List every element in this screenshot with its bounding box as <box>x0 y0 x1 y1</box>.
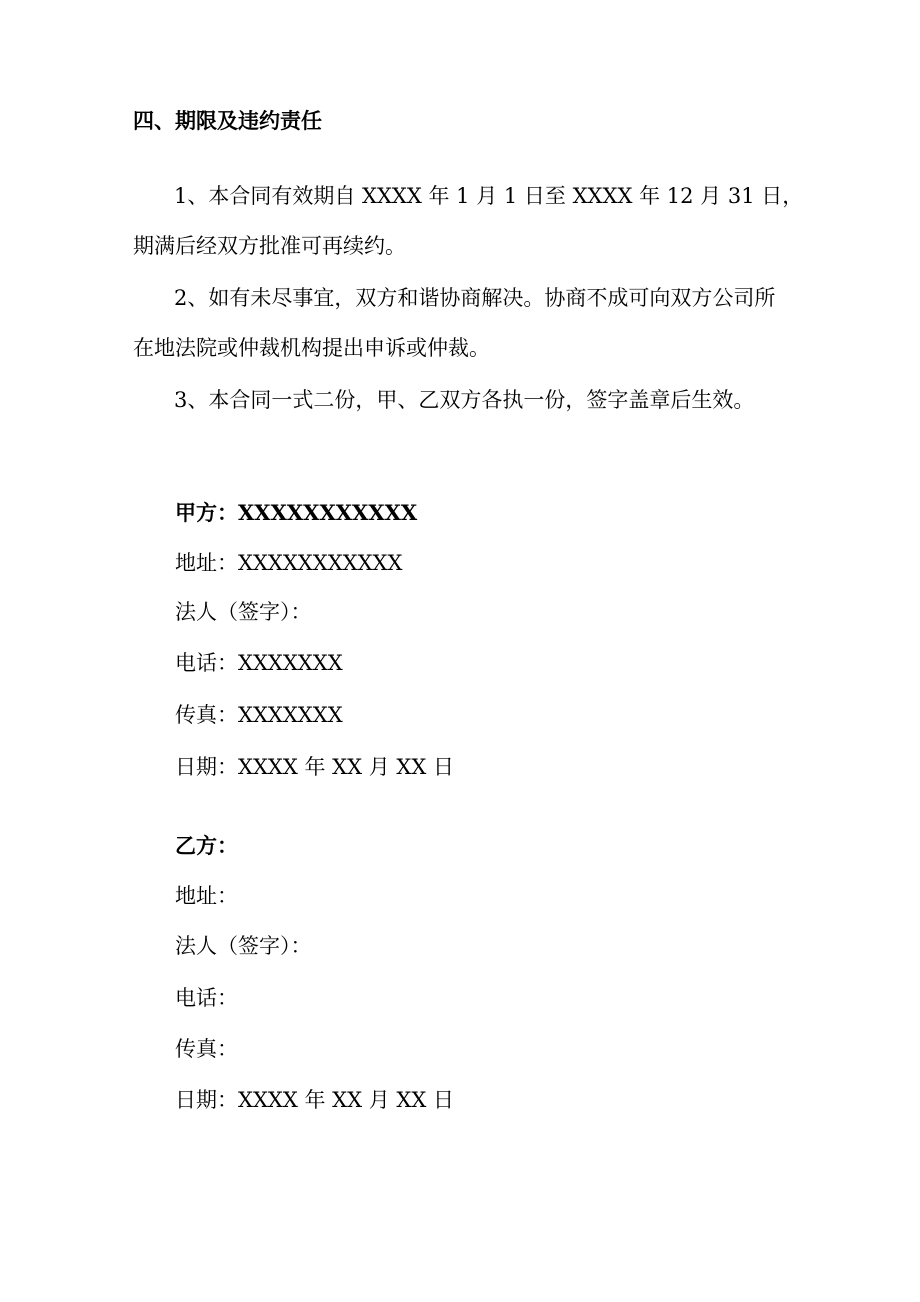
party-a-name-value: XXXXXXXXXXX <box>238 500 418 525</box>
party-a-fax-label: 传真： <box>175 703 238 727</box>
party-b-fax-row <box>175 1036 238 1062</box>
party-a-phone-row <box>175 650 343 676</box>
party-a-legal-label: 法人（签字）： <box>175 600 312 624</box>
party-a-date-row <box>175 754 454 780</box>
clause-1-line-2: 期满后经双方批准可再续约。 <box>133 234 406 258</box>
party-a-phone-value: XXXXXXX <box>238 651 343 675</box>
party-b-legal-label: 法人（签字）： <box>175 934 312 958</box>
section-heading: 四、期限及违约责任 <box>133 108 322 133</box>
party-a-fax-value: XXXXXXX <box>238 703 343 727</box>
party-a-legal-row <box>175 599 312 625</box>
party-a-address-label: 地址： <box>175 551 238 575</box>
party-a-address-value: XXXXXXXXXXX <box>238 551 403 575</box>
party-b-address-label: 地址： <box>175 884 238 908</box>
party-a-date-label: 日期： <box>175 755 238 779</box>
party-b-date-row <box>175 1087 454 1113</box>
party-a-name-row <box>175 500 417 526</box>
clause-3-line-1: 3、本合同一式二份，甲、乙双方各执一份，签字盖章后生效。 <box>174 388 755 412</box>
party-b-phone-label: 电话： <box>175 986 238 1010</box>
party-b-phone-row <box>175 985 238 1011</box>
party-b-date-value: XXXX 年 XX 月 XX 日 <box>238 1088 454 1112</box>
party-b-legal-row <box>175 933 312 959</box>
party-b-fax-label: 传真： <box>175 1037 238 1061</box>
party-b-name-row <box>175 833 238 859</box>
party-b-address-row <box>175 883 238 909</box>
party-b-date-label: 日期： <box>175 1088 238 1112</box>
party-a-fax-row <box>175 702 343 728</box>
party-a-address-row <box>175 550 402 576</box>
party-b-name-label: 乙方： <box>175 833 238 858</box>
party-a-date-value: XXXX 年 XX 月 XX 日 <box>238 755 454 779</box>
clause-2-line-1: 2、如有未尽事宜，双方和谐协商解决。协商不成可向双方公司所 <box>174 286 776 310</box>
party-a-phone-label: 电话： <box>175 651 238 675</box>
clause-2-line-2: 在地法院或仲裁机构提出申诉或仲裁。 <box>133 336 490 360</box>
party-a-name-label: 甲方： <box>175 500 238 525</box>
clause-1-line-1: 1、本合同有效期自 XXXX 年 1 月 1 日至 XXXX 年 12 月 31 日， <box>174 184 804 208</box>
